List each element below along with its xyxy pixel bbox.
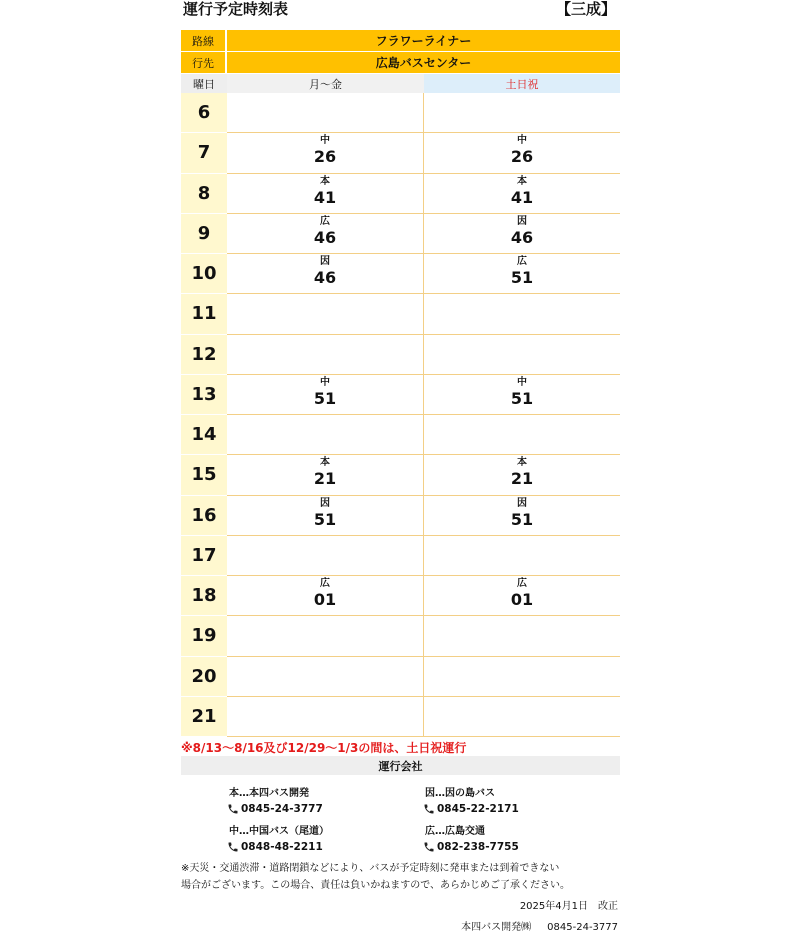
departure-minute: 46 — [510, 227, 534, 247]
holiday-cell — [424, 375, 620, 415]
disclaimer-line: ※天災・交通渋滞・道路閉鎖などにより、バスが予定時刻に発車または到着できない — [181, 863, 560, 874]
disclaimer-line: 場合がございます。この場合、責任は負いかねますので、あらかじめご了承ください。 — [181, 880, 570, 891]
operator-code: 広 — [320, 578, 330, 589]
day-label: 曜日 — [181, 74, 227, 93]
departure-minute: 41 — [313, 187, 337, 207]
operator-code: 中 — [320, 135, 330, 147]
publisher — [181, 918, 620, 933]
phone-icon — [423, 841, 435, 853]
operator-code: 広 — [517, 256, 527, 267]
hour-row — [181, 496, 620, 536]
title-bar — [181, 0, 620, 30]
departure-minute: 51 — [510, 388, 534, 408]
operator-name: 本…本四バス開発 — [229, 788, 309, 799]
departure-minute: 21 — [313, 469, 337, 489]
hour-row — [181, 214, 620, 254]
destination-label: 行先 — [181, 52, 227, 73]
hour-cell: 21 — [181, 697, 227, 737]
hour-row — [181, 174, 620, 214]
departure-minute: 01 — [510, 590, 534, 609]
holiday-cell — [424, 455, 620, 495]
hour-cell: 9 — [181, 214, 227, 254]
hour-cell: 16 — [181, 496, 227, 536]
hour-row — [181, 254, 620, 294]
hour-cell: 11 — [181, 294, 227, 334]
phone-number: 082-238-7755 — [437, 841, 519, 853]
holiday-cell — [424, 415, 620, 455]
hour-cell: 20 — [181, 657, 227, 697]
operators-heading: 運行会社 — [181, 756, 620, 775]
weekday-cell — [227, 133, 424, 173]
operator-code: 因 — [517, 215, 527, 227]
hour-grid — [181, 93, 620, 737]
departure-minute: 51 — [313, 388, 337, 408]
route-row — [181, 30, 620, 51]
disclaimer — [181, 860, 620, 894]
holiday-cell — [424, 133, 620, 173]
weekday-cell — [227, 697, 424, 737]
destination-value: 広島バスセンター — [227, 52, 620, 73]
holiday-notice: ※8/13～8/16及び12/29～1/3の間は、土日祝運行 — [181, 741, 467, 755]
holiday-cell — [424, 576, 620, 616]
page-title: 運行予定時刻表 — [183, 0, 289, 18]
holiday-cell — [424, 214, 620, 254]
operator-name: 中…中国バス（尾道） — [229, 826, 329, 837]
operator-phone — [423, 841, 519, 853]
departure-minute: 21 — [510, 469, 534, 489]
hour-row — [181, 415, 620, 455]
weekday-cell — [227, 375, 424, 415]
operator-code: 広 — [320, 215, 330, 227]
departure-minute: 46 — [313, 268, 337, 287]
weekday-cell — [227, 415, 424, 455]
departure-minute: 51 — [313, 509, 337, 529]
weekday-cell — [227, 536, 424, 576]
station-name: 【三成】 — [555, 0, 616, 18]
operators-list — [181, 775, 620, 859]
hour-row — [181, 697, 620, 737]
operator-name: 因…因の島バス — [425, 788, 495, 799]
weekday-header: 月～金 — [227, 74, 424, 93]
hour-cell: 13 — [181, 375, 227, 415]
operator-code: 本 — [517, 175, 527, 187]
weekday-cell — [227, 214, 424, 254]
holiday-cell — [424, 657, 620, 697]
weekday-cell — [227, 616, 424, 656]
operator-code: 本 — [320, 457, 330, 469]
timetable — [181, 0, 620, 933]
operator-name: 広…広島交通 — [425, 826, 485, 837]
hour-cell: 14 — [181, 415, 227, 455]
hour-row — [181, 576, 620, 616]
route-label: 路線 — [181, 30, 227, 51]
hour-row — [181, 93, 620, 133]
departure-minute: 26 — [313, 147, 337, 167]
hour-cell: 12 — [181, 335, 227, 375]
departure-minute: 51 — [510, 268, 534, 287]
holiday-cell — [424, 294, 620, 334]
hour-cell: 18 — [181, 576, 227, 616]
weekday-cell — [227, 254, 424, 294]
weekday-cell — [227, 335, 424, 375]
hour-cell: 7 — [181, 133, 227, 173]
holiday-cell — [424, 536, 620, 576]
phone-number: 0848-48-2211 — [241, 841, 323, 853]
weekday-cell — [227, 496, 424, 536]
departure-minute: 46 — [313, 227, 337, 247]
hour-cell: 19 — [181, 616, 227, 656]
destination-row — [181, 52, 620, 73]
hour-cell: 15 — [181, 455, 227, 495]
operator-code: 中 — [517, 135, 527, 147]
weekday-cell — [227, 93, 424, 133]
hour-row — [181, 536, 620, 576]
hour-cell: 10 — [181, 254, 227, 294]
weekday-cell — [227, 657, 424, 697]
hour-row — [181, 133, 620, 173]
departure-minute: 01 — [313, 590, 337, 609]
day-header-row — [181, 74, 620, 93]
operator-code: 中 — [320, 376, 330, 388]
operator-code: 因 — [320, 256, 330, 267]
phone-icon — [227, 841, 239, 853]
holiday-header: 土日祝 — [424, 74, 620, 93]
weekday-cell — [227, 174, 424, 214]
holiday-cell — [424, 335, 620, 375]
phone-number: 0845-22-2171 — [437, 803, 519, 815]
departure-minute: 26 — [510, 147, 534, 167]
publisher-phone: 0845-24-3777 — [547, 922, 618, 933]
holiday-cell — [424, 616, 620, 656]
operator-phone — [423, 803, 519, 815]
departure-minute: 51 — [510, 509, 534, 529]
hour-cell: 6 — [181, 93, 227, 133]
operator-code: 因 — [320, 497, 330, 509]
hour-row — [181, 375, 620, 415]
hour-row — [181, 294, 620, 334]
operator-phone — [227, 841, 323, 853]
operator-code: 因 — [517, 497, 527, 509]
hour-row — [181, 657, 620, 697]
holiday-cell — [424, 697, 620, 737]
holiday-cell — [424, 174, 620, 214]
phone-number: 0845-24-3777 — [241, 803, 323, 815]
phone-icon — [227, 803, 239, 815]
hour-row — [181, 455, 620, 495]
hour-row — [181, 616, 620, 656]
hour-cell: 8 — [181, 174, 227, 214]
operator-code: 広 — [517, 578, 527, 589]
holiday-cell — [424, 496, 620, 536]
holiday-cell — [424, 93, 620, 133]
departure-minute: 41 — [510, 187, 534, 207]
holiday-cell — [424, 254, 620, 294]
phone-icon — [423, 803, 435, 815]
weekday-cell — [227, 455, 424, 495]
operator-code: 本 — [320, 175, 330, 187]
hour-cell: 17 — [181, 536, 227, 576]
revision-date: 2025年4月1日 改正 — [519, 901, 618, 912]
hour-row — [181, 335, 620, 375]
operator-code: 中 — [517, 376, 527, 388]
weekday-cell — [227, 294, 424, 334]
publisher-name: 本四バス開発㈱ — [461, 922, 532, 933]
operator-phone — [227, 803, 323, 815]
weekday-cell — [227, 576, 424, 616]
operator-code: 本 — [517, 457, 527, 469]
route-value: フラワーライナー — [227, 30, 620, 51]
